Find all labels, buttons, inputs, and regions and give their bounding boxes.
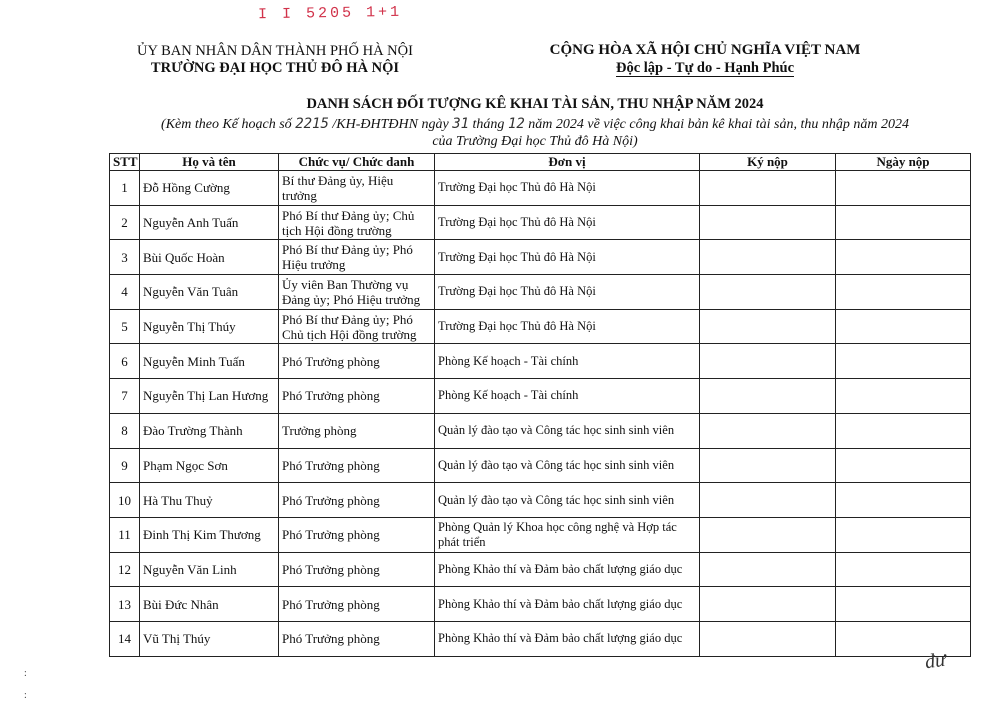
subtitle-part-2: /KH-ĐHTĐHN ngày [328,117,453,132]
table-row [110,483,971,518]
date-cell [836,483,971,518]
date-cell [836,275,971,310]
table-row [110,413,971,448]
stt-cell: 13 [110,587,140,622]
unit-cell: Phòng Khảo thí và Đảm bảo chất lượng giáo dục [435,587,700,622]
signature-cell [700,483,836,518]
stt-cell: 1 [110,171,140,206]
table-row [110,309,971,344]
stt-cell: 7 [110,379,140,414]
signature-cell [700,448,836,483]
subtitle-part-4: năm 2024 về việc công khai bản kê khai tài sản, thu nhập năm 2024 [524,117,909,132]
handwritten-month: 12 [507,116,525,132]
stt-cell: 14 [110,621,140,656]
name-cell: Hà Thu Thuỷ [140,483,279,518]
org-line-2: TRƯỜNG ĐẠI HỌC THỦ ĐÔ HÀ NỘI [150,60,400,76]
position-cell: Phó Trưởng phòng [279,587,435,622]
table-row [110,587,971,622]
stt-cell: 5 [110,309,140,344]
name-cell: Vũ Thị Thúy [140,621,279,656]
signature-cell [700,171,836,206]
unit-cell: Phòng Khảo thí và Đảm bảo chất lượng giáo dục [435,552,700,587]
date-cell [836,309,971,344]
name-cell: Nguyễn Thị Thúy [140,309,279,344]
signature-cell [700,552,836,587]
unit-cell: Trường Đại học Thủ đô Hà Nội [435,240,700,275]
stt-cell: 10 [110,483,140,518]
name-cell: Đỗ Hồng Cường [140,171,279,206]
table-row [110,171,971,206]
unit-cell: Quản lý đào tạo và Công tác học sinh sinh viên [435,483,700,518]
name-cell: Phạm Ngọc Sơn [140,448,279,483]
col-header-date: Ngày nộp [836,154,971,171]
unit-cell: Trường Đại học Thủ đô Hà Nội [435,205,700,240]
stt-cell: 2 [110,205,140,240]
position-cell: Trưởng phòng [279,413,435,448]
table-header-row [110,154,971,171]
name-cell: Bùi Đức Nhân [140,587,279,622]
date-cell [836,205,971,240]
unit-cell: Trường Đại học Thủ đô Hà Nội [435,171,700,206]
signature-cell [700,621,836,656]
date-cell [836,413,971,448]
document-subtitle [110,116,960,150]
name-cell: Đinh Thị Kim Thương [140,517,279,552]
col-header-signature: Ký nộp [700,154,836,171]
position-cell: Phó Trưởng phòng [279,552,435,587]
stt-cell: 12 [110,552,140,587]
position-cell: Phó Trưởng phòng [279,448,435,483]
name-cell: Đào Trường Thành [140,413,279,448]
subtitle-part-1: (Kèm theo Kế hoạch số [161,117,296,132]
name-cell: Nguyễn Văn Linh [140,552,279,587]
table-row [110,344,971,379]
stt-cell: 4 [110,275,140,310]
position-cell: Phó Trưởng phòng [279,483,435,518]
position-cell: Ủy viên Ban Thường vụ Đảng ủy; Phó Hiệu trưởng [279,275,435,310]
col-header-name: Họ và tên [140,154,279,171]
date-cell [836,587,971,622]
position-cell: Phó Trưởng phòng [279,344,435,379]
signature-cell [700,240,836,275]
date-cell [836,621,971,656]
date-cell [836,379,971,414]
signature-cell [700,309,836,344]
position-cell: Phó Bí thư Đảng ủy; Phó Chủ tịch Hội đồng trường [279,309,435,344]
position-cell: Phó Trưởng phòng [279,379,435,414]
unit-cell: Phòng Kế hoạch - Tài chính [435,379,700,414]
col-header-position: Chức vụ/ Chức danh [279,154,435,171]
unit-cell: Trường Đại học Thủ đô Hà Nội [435,309,700,344]
declaration-list-table [109,153,971,657]
name-cell: Nguyễn Thị Lan Hương [140,379,279,414]
margin-mark: : [24,668,27,679]
issuing-organization [110,43,440,77]
position-cell: Phó Bí thư Đảng ủy; Chủ tịch Hội đồng trường [279,205,435,240]
name-cell: Nguyễn Anh Tuấn [140,205,279,240]
unit-cell: Phòng Kế hoạch - Tài chính [435,344,700,379]
signature-cell [700,517,836,552]
signature-cell [700,587,836,622]
date-cell [836,344,971,379]
signature-cell [700,275,836,310]
country-name: CỘNG HÒA XÃ HỘI CHỦ NGHĨA VIỆT NAM [549,42,861,58]
position-cell: Phó Bí thư Đảng ủy; Phó Hiệu trưởng [279,240,435,275]
subtitle-line-2: của Trường Đại học Thủ đô Hà Nội) [432,134,638,149]
national-header [520,41,890,77]
date-cell [836,552,971,587]
table-row [110,448,971,483]
stt-cell: 11 [110,517,140,552]
table-row [110,552,971,587]
date-cell [836,171,971,206]
table-row [110,275,971,310]
document-title: DANH SÁCH ĐỐI TƯỢNG KÊ KHAI TÀI SẢN, THU NHẬP NĂM 2024 [306,96,764,112]
unit-cell: Trường Đại học Thủ đô Hà Nội [435,275,700,310]
table-row [110,621,971,656]
name-cell: Nguyễn Văn Tuân [140,275,279,310]
date-cell [836,448,971,483]
position-cell: Bí thư Đảng ủy, Hiệu trưởng [279,171,435,206]
signature-cell [700,379,836,414]
stt-cell: 6 [110,344,140,379]
position-cell: Phó Trưởng phòng [279,517,435,552]
date-cell [836,240,971,275]
unit-cell: Quản lý đào tạo và Công tác học sinh sinh viên [435,448,700,483]
signature-cell [700,413,836,448]
unit-cell: Phòng Khảo thí và Đảm bảo chất lượng giáo dục [435,621,700,656]
handwritten-number: 2215 [295,116,329,132]
signature-cell [700,205,836,240]
col-header-unit: Đơn vị [435,154,700,171]
table-row [110,240,971,275]
table-row [110,205,971,240]
handwritten-day: 31 [452,116,470,132]
name-cell: Nguyễn Minh Tuấn [140,344,279,379]
date-cell [836,517,971,552]
stt-cell: 8 [110,413,140,448]
unit-cell: Phòng Quản lý Khoa học công nghệ và Hợp tác phát triển [435,517,700,552]
stt-cell: 9 [110,448,140,483]
motto: Độc lập - Tự do - Hạnh Phúc [615,60,795,76]
table-row [110,379,971,414]
signature-cell [700,344,836,379]
org-line-1: ỦY BAN NHÂN DÂN THÀNH PHỐ HÀ NỘI [137,43,413,59]
margin-mark: : [24,690,27,701]
stt-cell: 3 [110,240,140,275]
subtitle-part-3: tháng [469,117,508,132]
document-number-stamp: I I 5205 1+1 [257,3,403,24]
name-cell: Bùi Quốc Hoàn [140,240,279,275]
handwritten-signature: đư [923,648,948,674]
col-header-stt: STT [110,154,140,171]
position-cell: Phó Trưởng phòng [279,621,435,656]
unit-cell: Quản lý đào tạo và Công tác học sinh sinh viên [435,413,700,448]
table-row [110,517,971,552]
